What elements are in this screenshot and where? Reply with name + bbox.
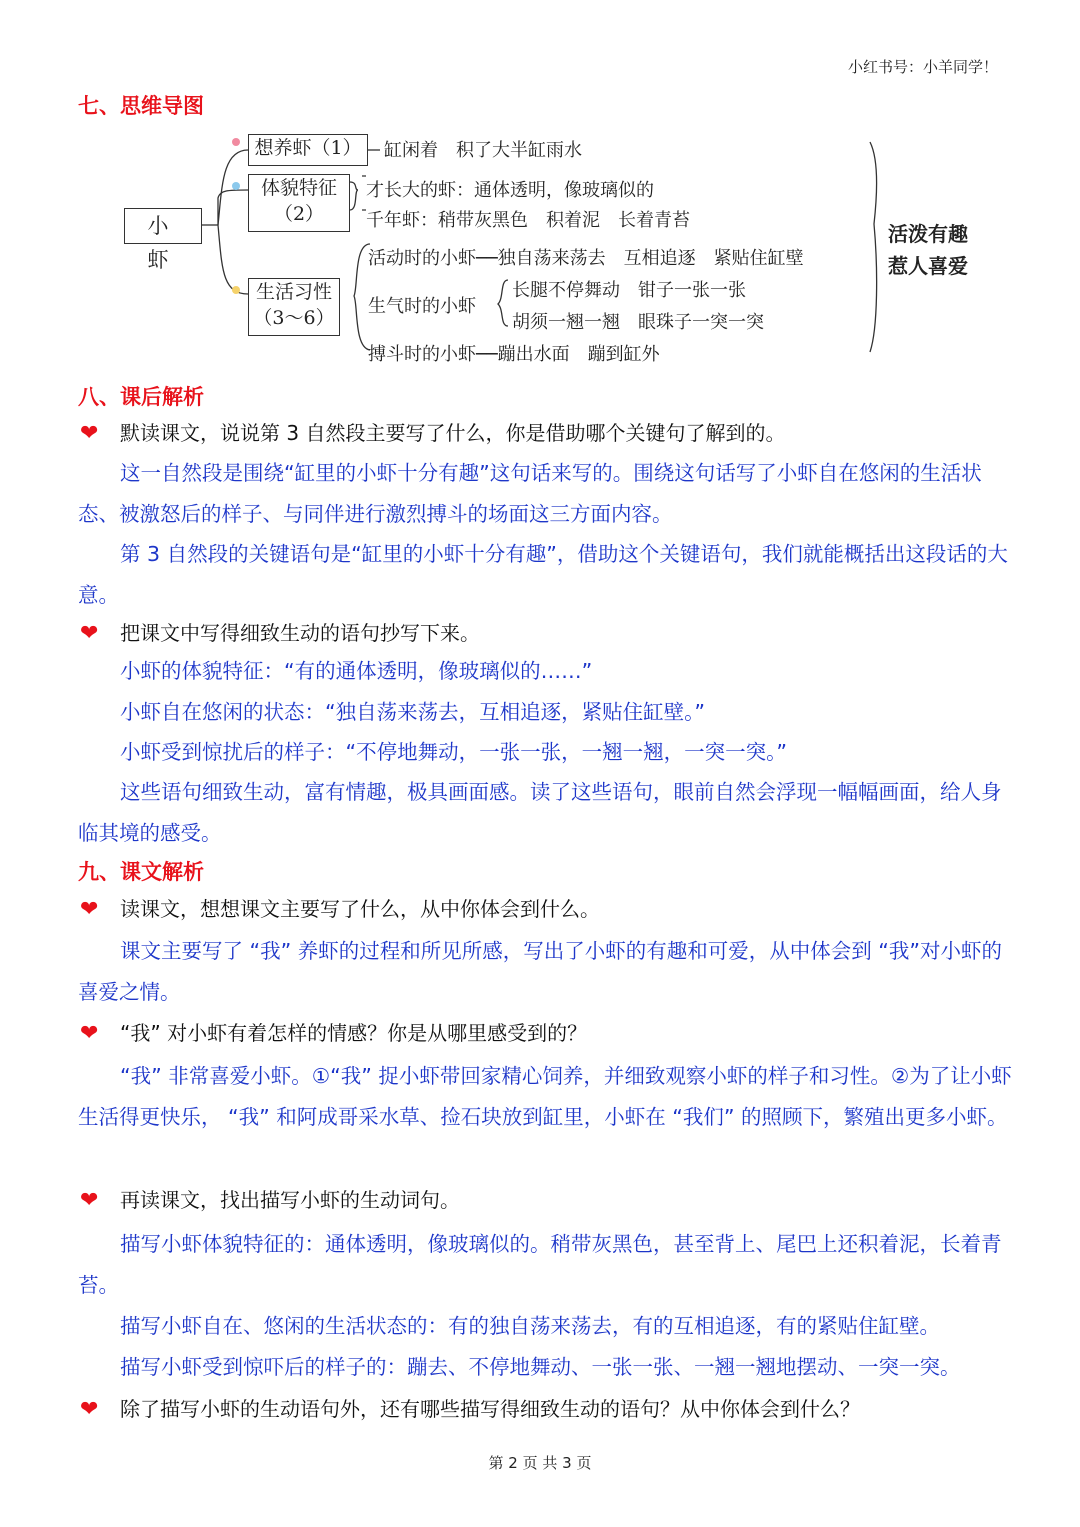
section8-title: 八、课后解析	[78, 385, 204, 409]
heart-icon: ❤	[80, 621, 99, 646]
branch3-angry-label: 生气时的小虾	[368, 296, 476, 317]
branch2-content-2: 千年虾：稍带灰黑色 积着泥 长着青苔	[366, 210, 690, 231]
branch3-active: 活动时的小虾──独自荡来荡去 互相追逐 紧贴住缸壁	[368, 248, 804, 269]
section9-q1: ❤ 读课文，想想课文主要写了什么，从中你体会到什么。	[80, 893, 1020, 926]
branch2-content-1: 才长大的虾：通体透明，像玻璃似的	[366, 180, 654, 201]
section9-q4: ❤ 除了描写小虾的生动语句外，还有哪些描写得细致生动的语句？从中你体会到什么？	[80, 1393, 1020, 1426]
page-footer: 第 2 页 共 3 页	[488, 1454, 592, 1472]
branch3-label: 生活习性 （3～6）	[248, 278, 340, 336]
heart-icon: ❤	[80, 897, 99, 922]
heart-icon: ❤	[80, 1188, 99, 1213]
section8-q2: ❤ 把课文中写得细致生动的语句抄写下来。	[80, 617, 1020, 650]
branch1-content: 缸闲着 积了大半缸雨水	[384, 140, 582, 161]
blue-dot-icon	[232, 182, 240, 190]
section9-q3-answer2: 描写小虾自在、悠闲的生活状态的：有的独自荡来荡去，有的互相追逐，有的紧贴住缸壁。	[120, 1314, 940, 1338]
section8-q1-answer1: 这一自然段是围绕“缸里的小虾十分有趣”这句话来写的。围绕这句话写了小虾自在悠闲的生活状态、被激怒后的样子、与同伴进行激烈搏斗的场面这三方面内容。	[78, 461, 982, 526]
summary-line1: 活泼有趣	[888, 222, 968, 246]
section9-q3-answer1: 描写小虾体貌特征的：通体透明，像玻璃似的。稍带灰黑色，甚至背上、尾巴上还积着泥，长着青苔。	[78, 1232, 1002, 1297]
branch2-label: 体貌特征 （2）	[248, 174, 350, 232]
section8-q2-answer4: 这些语句细致生动，富有情趣，极具画面感。读了这些语句，眼前自然会浮现一幅幅画面，给人身临其境的感受。	[78, 780, 1002, 845]
branch3-angry-line2: 胡须一翘一翘 眼珠子一突一突	[512, 312, 764, 333]
section9-title: 九、课文解析	[78, 860, 204, 884]
heart-icon: ❤	[80, 1397, 99, 1422]
heart-icon: ❤	[80, 421, 99, 446]
section8-q2-answer3: 小虾受到惊扰后的样子：“不停地舞动，一张一张，一翘一翘，一突一突。”	[120, 740, 787, 764]
section7-title: 七、思维导图	[78, 94, 204, 118]
section9-q3-answer3: 描写小虾受到惊吓后的样子的：蹦去、不停地舞动、一张一张、一翘一翘地摆动、一突一突。	[120, 1355, 961, 1379]
branch3-angry-line1: 长腿不停舞动 钳子一张一张	[512, 280, 746, 301]
section8-q2-answer2: 小虾自在悠闲的状态：“独自荡来荡去，互相追逐，紧贴住缸壁。”	[120, 700, 705, 724]
section8-q2-answer1: 小虾的体貌特征：“有的通体透明，像玻璃似的……”	[120, 659, 593, 683]
section9-q2-answer: “我” 非常喜爱小虾。①“我” 捉小虾带回家精心饲养，并细致观察小虾的样子和习性。②为了让小虾生活得更快乐， “我” 和阿成哥采水草、捡石块放到缸里，小虾在 “我们” 的照顾下，繁殖出更多小虾。	[78, 1064, 1012, 1129]
section8-q1: ❤ 默读课文，说说第 3 自然段主要写了什么，你是借助哪个关键句了解到的。	[80, 417, 1020, 450]
yellow-dot-icon	[232, 286, 240, 294]
branch1-label: 想养虾（1）	[248, 134, 368, 166]
section9-q3: ❤ 再读课文，找出描写小虾的生动词句。	[80, 1184, 1020, 1217]
corner-note: 小红书号：小羊同学！	[847, 58, 998, 76]
summary-line2: 惹人喜爱	[888, 254, 968, 278]
section8-q1-answer2: 第 3 自然段的关键语句是“缸里的小虾十分有趣”，借助这个关键语句，我们就能概括出这段话的大意。	[78, 542, 1008, 607]
heart-icon: ❤	[80, 1021, 99, 1046]
mind-map-root: 小 虾	[124, 208, 202, 244]
pink-dot-icon	[232, 138, 240, 146]
section9-q2: ❤ “我” 对小虾有着怎样的情感？你是从哪里感受到的？	[80, 1017, 1020, 1050]
section9-q1-answer: 课文主要写了 “我” 养虾的过程和所见所感，写出了小虾的有趣和可爱，从中体会到 “我”对小虾的喜爱之情。	[78, 939, 1003, 1004]
branch3-fight: 搏斗时的小虾──蹦出水面 蹦到缸外	[368, 344, 660, 365]
mind-map	[118, 128, 988, 368]
